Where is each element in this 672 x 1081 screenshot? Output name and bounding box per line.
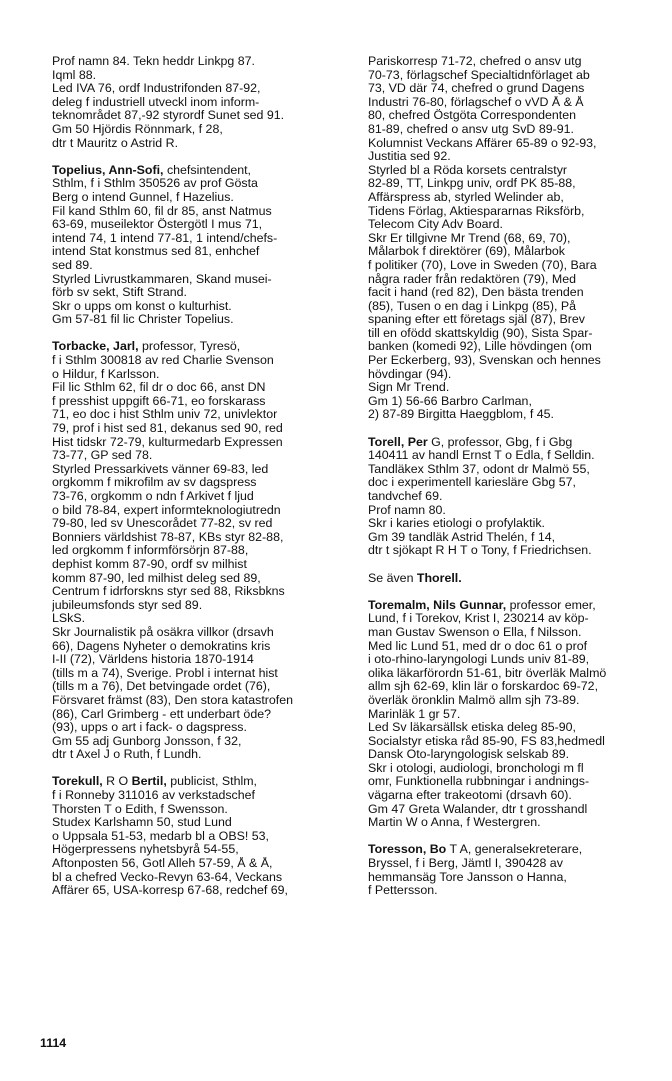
text-line: överläk öronklin Malmö allm sjh 73-89. bbox=[368, 693, 580, 707]
text-line: i oto-rhino-laryngologi Lunds univ 81-89, bbox=[368, 653, 590, 667]
text-line: Med lic Lund 51, med dr o doc 61 o prof bbox=[368, 639, 588, 653]
text-line: Marinläk 1 gr 57. bbox=[368, 707, 461, 721]
text-line: tandvchef 69. bbox=[368, 490, 443, 503]
entry-torell bbox=[368, 436, 658, 558]
text-line: (93), upps o art i fack- o dagspress. bbox=[52, 721, 247, 735]
text-line: Hist tidskr 72-79, kulturmedarb Expressen bbox=[52, 435, 283, 449]
page-number: 1114 bbox=[40, 1036, 67, 1050]
text-line: Styrled Pressarkivets vänner 69-83, led bbox=[52, 462, 269, 476]
text-line: Fil lic Sthlm 62, fil dr o doc 66, anst DN bbox=[52, 381, 266, 395]
text-line: Gm 1) 56-66 Barbro Carlman, bbox=[368, 394, 532, 408]
text-line: Gm 50 Hjördis Rönnmark, f 28, bbox=[52, 122, 223, 136]
text-line: 66), Dagens Nyheter o demokratins kris bbox=[52, 639, 271, 653]
entry-first-line bbox=[52, 164, 352, 178]
entry-first-line bbox=[52, 340, 352, 354]
text-line: förb sv sekt, Stift Strand. bbox=[52, 286, 187, 300]
text-line: Aftonposten 56, Gotl Alleh 57-59, Å & Å, bbox=[52, 857, 273, 871]
text-line: 73, VD där 74, chefred o grund Dagens bbox=[368, 82, 585, 96]
text-line: (tills m a 74), Sverige. Probl i internat hist bbox=[52, 666, 278, 680]
text-line: Styrled Livrustkammaren, Skand musei- bbox=[52, 272, 272, 286]
entry-see-also-thorell bbox=[368, 572, 658, 586]
entry-headword: Topelius, Ann-Sofi, bbox=[52, 163, 164, 177]
text-line: hövdingar (94). bbox=[368, 367, 452, 381]
text-line: omr, Funktionella rubbningar i andnings- bbox=[368, 775, 590, 789]
text-line: Studex Karlshamn 50, stud Lund bbox=[52, 816, 232, 830]
text-line: Affärspress ab, styrled Welinder ab, bbox=[368, 190, 564, 204]
entry-headword: Toremalm, Nils Gunnar, bbox=[368, 598, 507, 612]
cross-reference bbox=[368, 572, 658, 586]
entry-torekull bbox=[52, 775, 352, 897]
text-line: 71, eo doc i hist Sthlm univ 72, univlektor bbox=[52, 408, 278, 422]
text-line: Martin W o Anna, f Westergren. bbox=[368, 816, 541, 830]
entry-toresson bbox=[368, 843, 658, 897]
text-line: LSkS. bbox=[52, 612, 86, 626]
text-line: Dansk Oto-laryngologisk selskab 89. bbox=[368, 748, 570, 762]
text-line: Skr Er tillgivne Mr Trend (68, 69, 70), bbox=[368, 231, 571, 245]
text-line: Bryssel, f i Berg, Jämtl I, 390428 av bbox=[368, 857, 563, 871]
entry-headword: Toresson, Bo bbox=[368, 843, 447, 857]
text-line: G, professor, Gbg, f i Gbg bbox=[427, 435, 573, 449]
entry-topelius bbox=[52, 164, 352, 327]
text-line: o Hildur, f Karlsson. bbox=[52, 367, 160, 381]
text-line: 73-76, orgkomm o ndn f Arkivet f ljud bbox=[52, 490, 254, 503]
entry-first-line bbox=[368, 436, 658, 450]
text-line: Berg o intend Gunnel, f Hazelius. bbox=[52, 190, 234, 204]
text-line: Prof namn 84. Tekn heddr Linkpg 87. bbox=[52, 55, 255, 68]
text-line: o bild 78-84, expert informteknologiutredn bbox=[52, 503, 281, 517]
text-line: Tandläkex Sthlm 37, odont dr Malmö 55, bbox=[368, 462, 590, 476]
text-line: professor, Tyresö, bbox=[138, 340, 241, 354]
entry-headword: Torbacke, Jarl, bbox=[52, 340, 139, 354]
text-line: dtr t sjökapt R H T o Tony, f Friedrichsen. bbox=[368, 544, 592, 558]
entry-first-line bbox=[368, 843, 658, 857]
text-line: (tills m a 76), Det betvingade ordet (76), bbox=[52, 680, 271, 694]
text-line: Lund, f i Torekov, Krist I, 230214 av köp- bbox=[368, 612, 589, 626]
text-line: chefsintendent, bbox=[163, 163, 252, 177]
entry-headword: Torell, Per bbox=[368, 435, 428, 449]
text-line: hemmansäg Tore Jansson o Hanna, bbox=[368, 870, 567, 884]
text-line: orgkomm f mikrofilm av sv dagspress bbox=[52, 476, 257, 490]
text-line: Led IVA 76, ordf Industrifonden 87-92, bbox=[52, 82, 261, 96]
entry-headword: Thorell. bbox=[416, 571, 462, 585]
text-line: 140411 av handl Ernst T o Edla, f Selldin. bbox=[368, 449, 595, 463]
entry-torbacke bbox=[52, 340, 352, 761]
text-line: Skr o upps om konst o kulturhist. bbox=[52, 299, 232, 313]
text-line: publicist, Sthlm, bbox=[166, 775, 257, 789]
text-line: Fil kand Sthlm 60, fil dr 85, anst Natmus bbox=[52, 204, 272, 218]
text-line: f i Sthlm 300818 av red Charlie Svenson bbox=[52, 354, 274, 368]
text-line: sed 89. bbox=[52, 258, 93, 272]
text-line: 82-89, TT, Linkpg univ, ordf PK 85-88, bbox=[368, 177, 576, 191]
text-line: (85), Tusen o en dag i Linkpg (85), På bbox=[368, 299, 577, 313]
text-line: f Pettersson. bbox=[368, 884, 438, 898]
text-line: 79, prof i hist sed 81, dekanus sed 90, red bbox=[52, 422, 283, 436]
text-line: komm 87-90, led milhist deleg sed 89, bbox=[52, 571, 261, 585]
text-line: 80, chefred Östgöta Correspondenten bbox=[368, 109, 577, 123]
text-line: 73-77, GP sed 78. bbox=[52, 449, 153, 463]
text-line: vägarna efter trakeotomi (drsavh 60). bbox=[368, 789, 572, 803]
text-line: Gm 55 adj Gunborg Jonsson, f 32, bbox=[52, 734, 242, 748]
text-line: f politiker (70), Love in Sweden (70), Bara bbox=[368, 258, 597, 272]
text-line: Sthlm, f i Sthlm 350526 av prof Gösta bbox=[52, 177, 258, 191]
text-line: Led Sv läkarsällsk etiska deleg 85-90, bbox=[368, 721, 577, 735]
text-line: Skr i otologi, audiologi, bronchologi m fl bbox=[368, 761, 584, 775]
text-line: Bonniers världshist 78-87, KBs styr 82-88, bbox=[52, 530, 284, 544]
text-line: I-II (72), Världens historia 1870-1914 bbox=[52, 653, 254, 667]
text-line: Tidens Förlag, Aktiespararnas Riksförb, bbox=[368, 204, 585, 218]
text-line: Thorsten T o Edith, f Swensson. bbox=[52, 802, 228, 816]
text-line: allm sjh 62-69, klin lär o forskardoc 69-72, bbox=[368, 680, 599, 694]
text-line: facit i hand (red 82), Den bästa trenden bbox=[368, 286, 584, 300]
text-line: Gm 47 Greta Walander, dtr t grosshandl bbox=[368, 802, 588, 816]
text-line: R O bbox=[102, 775, 132, 789]
text-line: T A, generalsekreterare, bbox=[446, 843, 583, 857]
text-line: 2) 87-89 Birgitta Haeggblom, f 45. bbox=[368, 408, 554, 422]
text-line: Sign Mr Trend. bbox=[368, 381, 450, 395]
text-line: dtr t Axel J o Ruth, f Lundh. bbox=[52, 748, 202, 762]
text-line: till en ofödd skattskyldig (90), Sista Spar- bbox=[368, 326, 593, 340]
text-line: intend 74, 1 intend 77-81, 1 intend/chefs- bbox=[52, 231, 278, 245]
text-line: några rader från redaktören (79), Med bbox=[368, 272, 576, 286]
text-line: Pariskorresp 71-72, chefred o ansv utg bbox=[368, 55, 582, 68]
text-line: spaning efter ett företags själ (87), Brev bbox=[368, 313, 585, 327]
text-line: Socialstyr etiska råd 85-90, FS 83,hedmedl bbox=[368, 734, 605, 748]
text-line: teknområdet 87,-92 styrordf Sunet sed 91. bbox=[52, 109, 285, 123]
text-line: Gm 57-81 fil lic Christer Topelius. bbox=[52, 313, 234, 327]
text-line: Högerpressens nyhetsbyrå 54-55, bbox=[52, 843, 239, 857]
right-column bbox=[368, 55, 658, 911]
text-line: jubileumsfonds styr sed 89. bbox=[52, 598, 203, 612]
text-line: Gm 39 tandläk Astrid Thelén, f 14, bbox=[368, 530, 556, 544]
text-line: man Gustav Swenson o Ella, f Nilsson. bbox=[368, 625, 582, 639]
text-line: dtr t Mauritz o Astrid R. bbox=[52, 136, 179, 150]
text-line: Industri 76-80, förlagschef o vVD Å & Å bbox=[368, 95, 584, 109]
entry-first-line bbox=[368, 599, 658, 613]
text-line: Affärer 65, USA-korresp 67-68, redchef 69, bbox=[52, 884, 289, 898]
entry-continuation bbox=[52, 55, 352, 150]
text-line: Kolumnist Veckans Affärer 65-89 o 92-93, bbox=[368, 136, 597, 150]
entry-headword: Torekull, bbox=[52, 775, 103, 789]
text-line: 70-73, förlagschef Specialtidnförlaget ab bbox=[368, 68, 590, 82]
text-line: olika läkarförordn 51-61, bitr överläk Malmö bbox=[368, 666, 607, 680]
text-line: 79-80, led sv Unescorådet 77-82, sv red bbox=[52, 517, 273, 531]
text-line: 63-69, museilektor Östergötl I mus 71, bbox=[52, 218, 263, 232]
entry-headword: Bertil, bbox=[131, 775, 167, 789]
text-line: bl a chefred Vecko-Revyn 63-64, Veckans bbox=[52, 870, 283, 884]
entry-toremalm bbox=[368, 599, 658, 830]
text-line: Skr i karies etiologi o profylaktik. bbox=[368, 517, 545, 531]
text-line: led orgkomm f informförsörjn 87-88, bbox=[52, 544, 249, 558]
text-line: deleg f industriell utveckl inom inform- bbox=[52, 95, 260, 109]
text-line: Justitia sed 92. bbox=[368, 150, 451, 164]
text-line: o Uppsala 51-53, medarb bl a OBS! 53, bbox=[52, 829, 269, 843]
text-line: f presshist uppgift 66-71, eo forskarass bbox=[52, 394, 266, 408]
text-line: professor emer, bbox=[506, 598, 596, 612]
left-column bbox=[52, 55, 352, 911]
text-line: Telecom City Adv Board. bbox=[368, 218, 503, 232]
text-line: Per Eckerberg, 93), Svenskan och hennes bbox=[368, 354, 601, 368]
text-line: dephist komm 87-90, ordf sv milhist bbox=[52, 557, 247, 571]
text-line: Målarbok f direktörer (69), Målarbok bbox=[368, 245, 565, 259]
text-line: f i Ronneby 311016 av verkstadschef bbox=[52, 789, 255, 803]
text-line: Skr Journalistik på osäkra villkor (drsavh bbox=[52, 625, 274, 639]
entry-torekull-continued bbox=[368, 55, 658, 422]
entry-first-line bbox=[52, 775, 352, 789]
cross-reference-prefix: Se även bbox=[368, 571, 417, 585]
text-line: Styrled bl a Röda korsets centralstyr bbox=[368, 163, 568, 177]
text-line: banken (komedi 92), Lille hövdingen (om bbox=[368, 340, 592, 354]
text-line: Försvaret främst (83), Den stora katastrofen bbox=[52, 693, 294, 707]
text-line: Iqml 88. bbox=[52, 68, 97, 82]
text-line: 81-89, chefred o ansv utg SvD 89-91. bbox=[368, 122, 574, 136]
text-line: Prof namn 80. bbox=[368, 503, 446, 517]
text-line: (86), Carl Grimberg - ett underbart öde? bbox=[52, 707, 271, 721]
text-line: intend Stat konstmus sed 81, enhchef bbox=[52, 245, 260, 259]
text-line: Centrum f idrforskns styr sed 88, Riksbkns bbox=[52, 585, 285, 599]
text-line: doc i experimentell kariesläre Gbg 57, bbox=[368, 476, 576, 490]
